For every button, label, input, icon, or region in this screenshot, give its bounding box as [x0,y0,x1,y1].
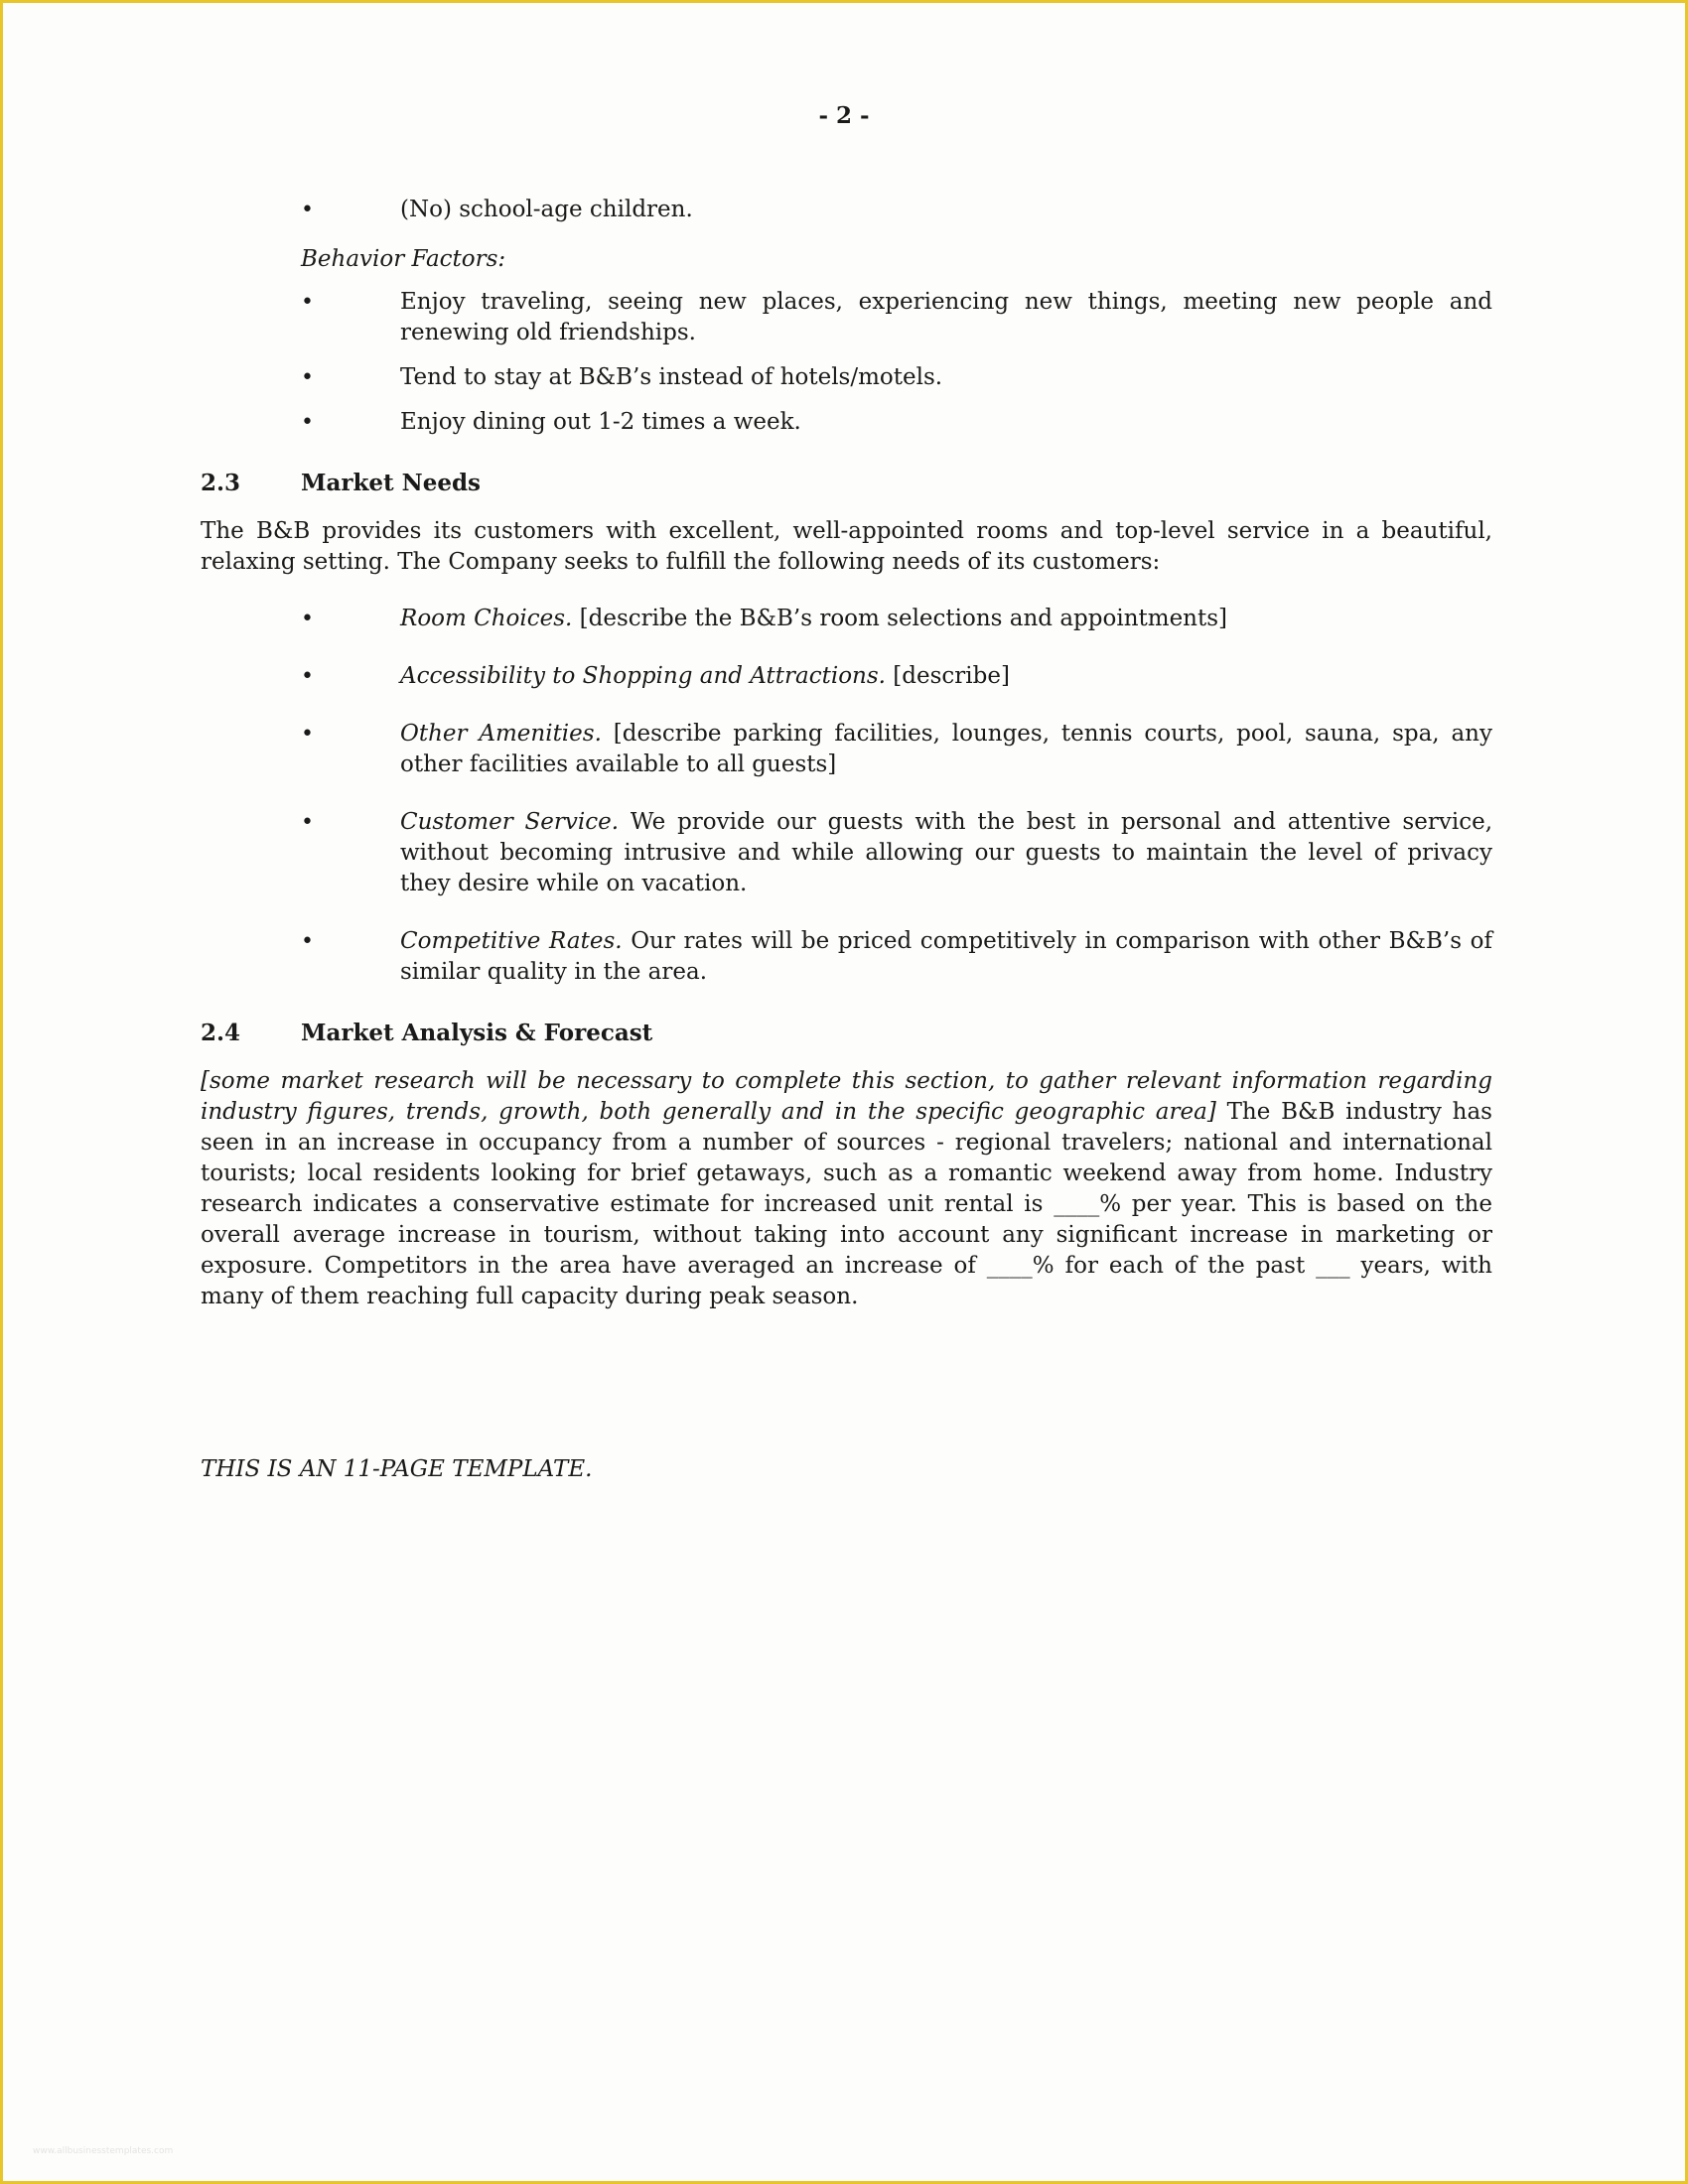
bullet-icon: • [301,290,314,315]
list-item-text: Enjoy dining out 1-2 times a week. [400,409,801,435]
market-needs-intro: The B&B provides its customers with excellent, well-appointed rooms and top-level service in a beautiful, relaxing setting. The Company seeks to fulfill the following needs of its customers: [201,518,1492,575]
behavior-subheading: Behavior Factors: [301,246,506,272]
list-item [201,661,1492,692]
template-length-note: THIS IS AN 11-PAGE TEMPLATE. [201,1456,593,1482]
list-item [201,362,1492,393]
list-item-text: We provide our guests with the best in personal and attentive service, without becoming intrusive and while allowing our guests to maintain the level of privacy they desire while on vacation. [400,809,1492,896]
list-item [201,407,1492,438]
list-item-text: (No) school-age children. [400,197,693,222]
section-heading-market-analysis [201,1018,1492,1048]
demographic-bullet-list [201,195,1492,225]
list-item [201,604,1492,634]
page-content [201,195,1492,1485]
bullet-icon: • [301,722,314,747]
list-item-text: [describe] [885,663,1010,689]
market-needs-bullet-list [201,604,1492,988]
list-item [201,926,1492,988]
section-heading-market-needs [201,468,1492,498]
bullet-icon: • [301,929,314,954]
list-item-label: Competitive Rates. [400,928,623,954]
section-number: 2.4 [201,1020,241,1046]
list-item-label: Customer Service. [400,809,620,835]
list-item-text: Enjoy traveling, seeing new places, experiencing new things, meeting new people and renewing old friendships. [400,289,1492,345]
bullet-icon: • [301,410,314,435]
list-item [201,287,1492,348]
section-title: Market Analysis & Forecast [301,1020,653,1046]
list-item [201,195,1492,225]
bullet-icon: • [301,365,314,390]
list-item-text: Our rates will be priced competitively in comparison with other B&B’s of similar quality in the area. [400,928,1492,985]
bullet-icon: • [301,664,314,689]
page-number: - 2 - [818,102,870,129]
behavior-bullet-list [201,287,1492,438]
list-item [201,719,1492,780]
research-note: [some market research will be necessary to complete this section, to gather relevant information regarding industry figures, trends, growth, both generally and in the specific geographic area] [201,1068,1492,1125]
bullet-icon: • [301,810,314,835]
list-item-label: Other Amenities. [400,721,602,747]
list-item-text: [describe the B&B’s room selections and appointments] [572,606,1228,631]
bullet-icon: • [301,198,314,222]
list-item [201,807,1492,899]
market-analysis-body: The B&B industry has seen in an increase in occupancy from a number of sources - regional travelers; national and international tourists; local residents looking for brief getaways, such as a romantic weekend away from home. Industry research indicates a conservative estimate for increased unit rental is ____% per year. This is based on the overall average increase in tourism, without taking into account any significant increase in marketing or exposure. Competitors in the area have averaged an increase of ____% for each of the past ___ years, with many of them reaching full capacity during peak season. [201,1099,1492,1309]
list-item-label: Room Choices. [400,606,573,631]
section-title: Market Needs [301,470,482,496]
list-item-text: [describe parking facilities, lounges, tennis courts, pool, sauna, spa, any other facilities available to all guests] [400,721,1492,777]
watermark-text: www.allbusinesstemplates.com [33,2146,174,2156]
list-item-label: Accessibility to Shopping and Attractions. [400,663,886,689]
market-analysis-paragraph [201,1066,1492,1312]
bullet-icon: • [301,607,314,631]
list-item-text: Tend to stay at B&B’s instead of hotels/motels. [400,364,943,390]
section-number: 2.3 [201,470,241,496]
